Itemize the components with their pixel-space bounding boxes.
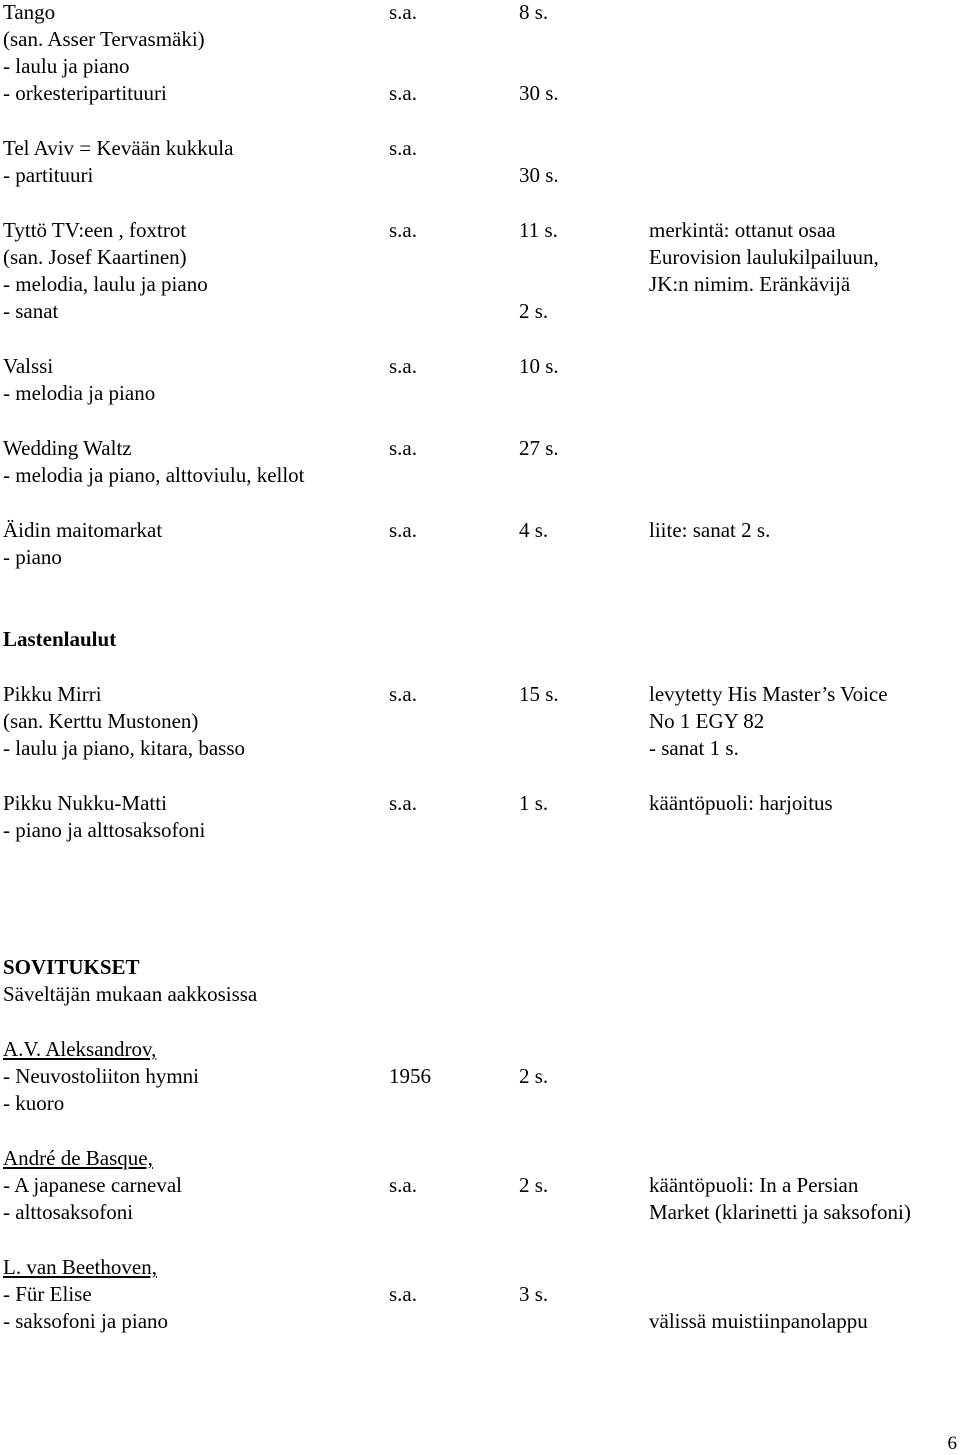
entry-year: s.a. <box>389 218 417 242</box>
entry-year: s.a. <box>389 682 417 706</box>
entry-year: s.a. <box>389 1282 417 1306</box>
entry-pages: 15 s. <box>519 682 559 706</box>
entry-pages: 1 s. <box>519 791 549 815</box>
entry-pages: 10 s. <box>519 354 559 378</box>
entry-pages: 8 s. <box>519 0 549 24</box>
entry-note: välissä muistiinpanolappu <box>649 1309 868 1333</box>
entry-part: - saksofoni ja piano <box>3 1309 169 1333</box>
entry-author: (san. Asser Tervasmäki) <box>3 27 205 51</box>
entry-part: - orkesteripartituuri <box>3 81 167 105</box>
entry-year: s.a. <box>389 1173 417 1197</box>
entry-pages: 27 s. <box>519 436 559 460</box>
entry-title: Wedding Waltz <box>3 436 132 460</box>
entry-title: Tyttö TV:een , foxtrot <box>3 218 187 242</box>
composer-name: A.V. Aleksandrov, <box>3 1037 157 1061</box>
entry-pages: 3 s. <box>519 1282 549 1306</box>
entry-part-year: s.a. <box>389 81 417 105</box>
entry-year: s.a. <box>389 0 417 24</box>
entry-note: Market (klarinetti ja saksofoni) <box>649 1200 911 1224</box>
entry-part: - alttosaksofoni <box>3 1200 134 1224</box>
entry-year: s.a. <box>389 136 417 160</box>
entry-pages: 2 s. <box>519 1173 549 1197</box>
entry-part-pages: 30 s. <box>519 81 559 105</box>
entry-author: (san. Josef Kaartinen) <box>3 245 187 269</box>
entry-year: 1956 <box>389 1064 431 1088</box>
entry-part: - piano ja alttosaksofoni <box>3 818 206 842</box>
entry-part: - sanat <box>3 299 59 323</box>
entry-title: Valssi <box>3 354 54 378</box>
entry-part: - piano <box>3 545 62 569</box>
entry-note: liite: sanat 2 s. <box>649 518 771 542</box>
entry-title: Pikku Mirri <box>3 682 102 706</box>
entry-year: s.a. <box>389 791 417 815</box>
entry-pages: 2 s. <box>519 1064 549 1088</box>
entry-note: kääntöpuoli: In a Persian <box>649 1173 859 1197</box>
entry-year: s.a. <box>389 354 417 378</box>
entry-title: - Neuvostoliiton hymni <box>3 1064 199 1088</box>
entry-part: - laulu ja piano <box>3 54 130 78</box>
entry-pages: 11 s. <box>519 218 558 242</box>
entry-title: Pikku Nukku-Matti <box>3 791 167 815</box>
entry-note: - sanat 1 s. <box>649 736 739 760</box>
entry-title: - Für Elise <box>3 1282 92 1306</box>
entry-pages: 30 s. <box>519 163 559 187</box>
section-heading: SOVITUKSET <box>3 955 140 979</box>
section-subheading: Säveltäjän mukaan aakkosissa <box>3 982 258 1006</box>
entry-part-pages: 2 s. <box>519 299 549 323</box>
entry-note: Eurovision laulukilpailuun, <box>649 245 879 269</box>
composer-name: L. van Beethoven, <box>3 1255 157 1279</box>
composer-name: André de Basque, <box>3 1146 153 1170</box>
entry-note: merkintä: ottanut osaa <box>649 218 836 242</box>
entry-part: - melodia ja piano <box>3 381 156 405</box>
entry-year: s.a. <box>389 436 417 460</box>
entry-title: Tel Aviv = Kevään kukkula <box>3 136 234 160</box>
entry-part: - laulu ja piano, kitara, basso <box>3 736 246 760</box>
entry-part: - partituuri <box>3 163 94 187</box>
entry-note: JK:n nimim. Eränkävijä <box>649 272 851 296</box>
entry-note: kääntöpuoli: harjoitus <box>649 791 833 815</box>
entry-title: - A japanese carneval <box>3 1173 182 1197</box>
entry-note: levytetty His Master’s Voice <box>649 682 888 706</box>
entry-part: - melodia ja piano, alttoviulu, kellot <box>3 463 305 487</box>
entry-author: (san. Kerttu Mustonen) <box>3 709 199 733</box>
entry-year: s.a. <box>389 518 417 542</box>
entry-part: - melodia, laulu ja piano <box>3 272 208 296</box>
entry-pages: 4 s. <box>519 518 549 542</box>
entry-title: Äidin maitomarkat <box>3 518 163 542</box>
page-number: 6 <box>947 1433 957 1454</box>
entry-part: - kuoro <box>3 1091 65 1115</box>
section-heading: Lastenlaulut <box>3 627 117 651</box>
entry-title: Tango <box>3 0 56 24</box>
entry-note: No 1 EGY 82 <box>649 709 765 733</box>
